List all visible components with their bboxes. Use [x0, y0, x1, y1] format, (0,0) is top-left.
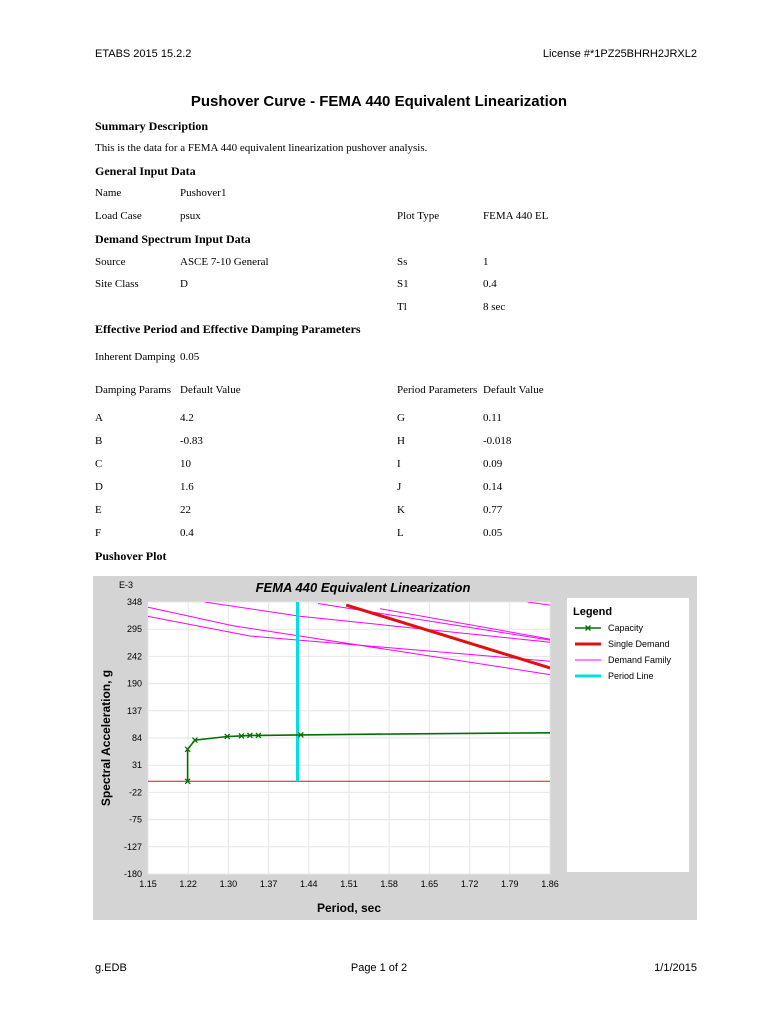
- pushover-plot-heading: Pushover Plot: [95, 549, 167, 563]
- x-tick-label: 1.86: [541, 879, 559, 889]
- chart-title: FEMA 440 Equivalent Linearization: [255, 580, 471, 595]
- y-tick-label: -127: [123, 841, 142, 852]
- legend-label: Single Demand: [608, 639, 670, 649]
- y-tick-label: 84: [131, 733, 142, 743]
- general-heading: General Input Data: [95, 164, 196, 178]
- y-tick-label: 31: [131, 760, 142, 771]
- page-title: Pushover Curve - FEMA 440 Equivalent Linearization: [190, 93, 568, 110]
- demand-heading: Demand Spectrum Input Data: [95, 232, 251, 246]
- damping-param-value: 10: [180, 458, 191, 470]
- period-param-name: K: [397, 504, 405, 516]
- damping-param-value: 4.2: [180, 412, 194, 424]
- loadcase-label: Load Case: [95, 210, 142, 222]
- period-param-name: G: [397, 412, 405, 424]
- pushover-chart: [93, 576, 697, 920]
- y-tick-label: -22: [128, 787, 142, 798]
- damping-default-header: Default Value: [180, 384, 241, 396]
- app-version: ETABS 2015 15.2.2: [95, 48, 192, 60]
- damping-param-value: 22: [180, 504, 191, 516]
- damping-param-name: D: [95, 481, 103, 493]
- siteclass-label: Site Class: [95, 278, 139, 290]
- x-tick-label: 1.37: [259, 879, 278, 889]
- legend-label: Period Line: [608, 671, 654, 681]
- license-number: License #*1PZ25BHRH2JRXL2: [542, 48, 697, 60]
- y-axis-title: Spectral Acceleration, g: [99, 669, 113, 807]
- y-tick-label: 242: [126, 651, 142, 662]
- pushover-chart-panel: [93, 576, 697, 920]
- source-label: Source: [95, 256, 126, 268]
- x-tick-label: 1.51: [340, 879, 358, 889]
- x-tick-label: 1.58: [380, 879, 398, 889]
- siteclass-value: D: [180, 278, 188, 290]
- x-tick-label: 1.22: [179, 879, 197, 889]
- s1-label: S1: [397, 278, 409, 290]
- period-param-name: I: [397, 458, 401, 470]
- footer-page: Page 1 of 2: [350, 962, 408, 974]
- inherent-damping-value: 0.05: [180, 351, 200, 363]
- x-tick-label: 1.44: [300, 879, 318, 889]
- plottype-value: FEMA 440 EL: [483, 210, 549, 222]
- y-tick-label: 295: [126, 624, 142, 635]
- summary-text: This is the data for a FEMA 440 equivalent linearization pushover analysis.: [95, 142, 428, 154]
- y-tick-label: 348: [126, 597, 142, 607]
- damping-params-header: Damping Params: [95, 384, 172, 396]
- period-param-value: 0.05: [483, 527, 503, 539]
- name-label: Name: [95, 187, 122, 199]
- summary-heading: Summary Description: [95, 119, 208, 133]
- y-tick-label: -75: [128, 814, 142, 825]
- damping-param-name: C: [95, 458, 103, 470]
- damping-param-value: 1.6: [180, 481, 194, 493]
- period-param-value: -0.018: [483, 435, 512, 447]
- legend-label: Capacity: [608, 623, 644, 633]
- period-param-name: J: [397, 481, 402, 493]
- name-value: Pushover1: [180, 187, 227, 199]
- y-tick-label: -180: [123, 869, 142, 879]
- period-param-value: 0.14: [483, 481, 503, 493]
- source-value: ASCE 7-10 General: [180, 256, 269, 268]
- footer-file: g.EDB: [95, 962, 127, 974]
- period-param-value: 0.09: [483, 458, 503, 470]
- x-tick-label: 1.30: [219, 879, 238, 889]
- x-tick-label: 1.72: [460, 879, 479, 889]
- x-tick-label: 1.65: [420, 879, 439, 889]
- ss-label: Ss: [397, 256, 408, 268]
- damping-param-value: -0.83: [180, 435, 203, 447]
- inherent-damping-label: Inherent Damping: [95, 351, 176, 363]
- footer-date: 1/1/2015: [654, 962, 697, 974]
- x-axis-title: Period, sec: [316, 901, 382, 915]
- damping-param-name: A: [95, 412, 103, 424]
- s1-value: 0.4: [483, 278, 497, 290]
- loadcase-value: psux: [180, 210, 201, 222]
- y-tick-label: 190: [126, 678, 142, 689]
- y-tick-label: 137: [126, 705, 142, 716]
- period-param-name: L: [397, 527, 404, 539]
- x-tick-label: 1.15: [139, 879, 157, 889]
- legend-label: Demand Family: [608, 655, 672, 665]
- damping-param-value: 0.4: [180, 527, 194, 539]
- legend-title: Legend: [573, 606, 613, 618]
- period-default-header: Default Value: [483, 384, 544, 396]
- tl-value: 8 sec: [483, 301, 506, 313]
- period-param-value: 0.77: [483, 504, 503, 516]
- damping-param-name: E: [95, 504, 102, 516]
- y-multiplier-label: E-3: [119, 580, 134, 590]
- plottype-label: Plot Type: [397, 210, 440, 222]
- period-param-value: 0.11: [483, 412, 502, 424]
- tl-label: Tl: [397, 301, 407, 313]
- x-tick-label: 1.79: [501, 879, 519, 889]
- damping-param-name: F: [95, 527, 102, 539]
- effective-heading: Effective Period and Effective Damping Parameters: [95, 322, 361, 336]
- ss-value: 1: [483, 256, 489, 268]
- period-params-header: Period Parameters: [397, 384, 478, 396]
- period-param-name: H: [397, 435, 405, 447]
- damping-param-name: B: [95, 435, 103, 447]
